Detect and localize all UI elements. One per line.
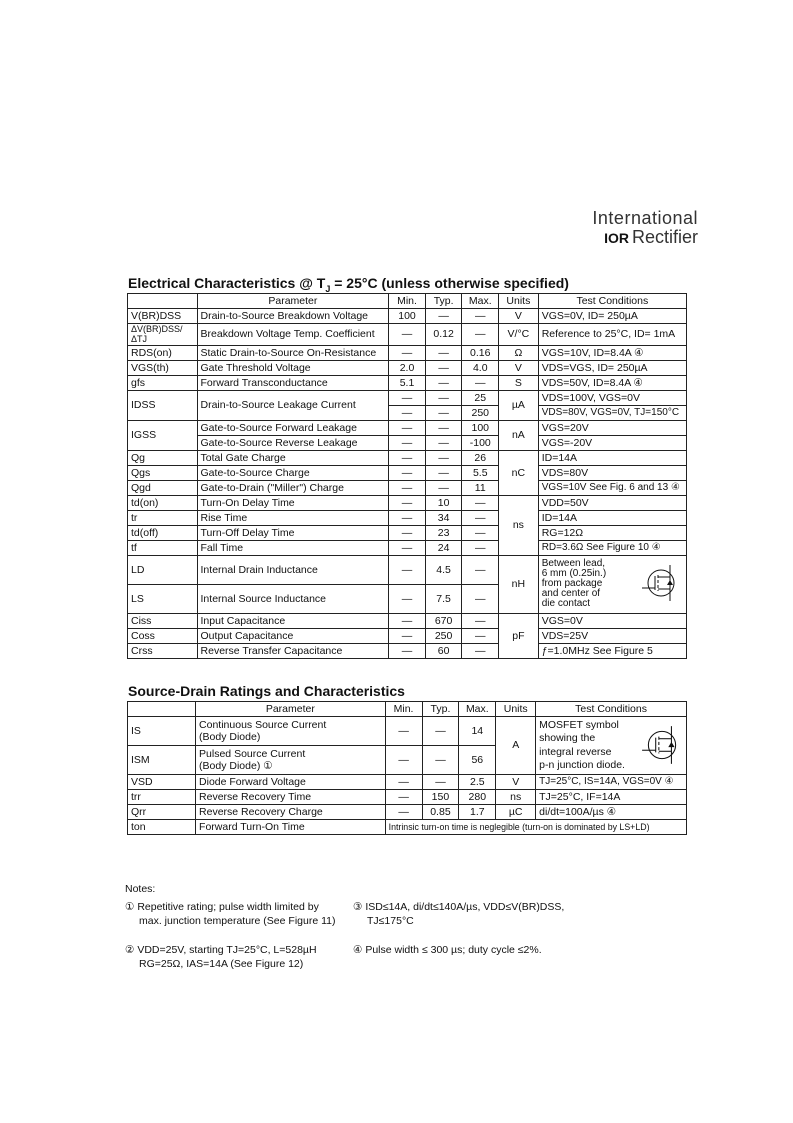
inductance-conditions: Between lead, 6 mm (0.25in.) from package and center of die contact: [538, 555, 686, 613]
table-row: Ciss Input Capacitance — 670 — pF VGS=0V: [128, 613, 687, 628]
table-row: ton Forward Turn-On Time Intrinsic turn-on time is neglegible (turn-on is dominated by LS+LD): [128, 820, 687, 835]
logo-line2: Rectifier: [631, 227, 698, 247]
table-row: tr Rise Time — 34 — ID=14A: [128, 510, 687, 525]
table-row: ΔV(BR)DSS/ΔTJ Breakdown Voltage Temp. Coefficient — 0.12 — V/°C Reference to 25°C, ID= 1mA: [128, 324, 687, 346]
table-row: IDSS Drain-to-Source Leakage Current — — 25 µA VDS=100V, VGS=0V: [128, 390, 687, 405]
table-row: LD Internal Drain Inductance — 4.5 — nH Between lead, 6 mm (0.25in.) from package and center of die contact: [128, 555, 687, 584]
table-row: gfs Forward Transconductance 5.1 — — S VDS=50V, ID=8.4A ④: [128, 375, 687, 390]
table-row: td(on) Turn-On Delay Time — 10 — ns VDD=50V: [128, 495, 687, 510]
table-header: Parameter Min. Typ. Max. Units Test Conditions: [128, 294, 687, 309]
note-1: ① Repetitive rating; pulse width limited by max. junction temperature (See Figure 11): [125, 901, 336, 928]
logo-line1: International: [592, 208, 698, 228]
table-row: Gate-to-Source Reverse Leakage — — -100 VGS=-20V: [128, 435, 687, 450]
table-header: Parameter Min. Typ. Max. Units Test Conditions: [128, 702, 687, 717]
mosfet-symbol-icon: [640, 723, 684, 767]
table-row: IS Continuous Source Current (Body Diode) — — 14 A MOSFET symbol showing the integral reverse p-n junction diode.: [128, 717, 687, 746]
table-row: VGS(th) Gate Threshold Voltage 2.0 — 4.0 V VDS=VGS, ID= 250µA: [128, 360, 687, 375]
table-row: tf Fall Time — 24 — RD=3.6Ω See Figure 10 ④: [128, 540, 687, 555]
table-row: ISM Pulsed Source Current (Body Diode) ① — — 56: [128, 746, 687, 775]
logo-mark: IOR: [604, 230, 629, 246]
source-drain-table: [127, 701, 687, 835]
electrical-characteristics-title: Electrical Characteristics @ $T_J = 25^\circ C$ (unless otherwise specified): [128, 275, 569, 294]
electrical-characteristics-table: [127, 293, 687, 659]
company-logo: [592, 208, 698, 248]
source-drain-title: Source-Drain Ratings and Characteristics: [128, 683, 405, 699]
table-row: LS Internal Source Inductance — 7.5 —: [128, 584, 687, 613]
note-4: ④ Pulse width ≤ 300 µs; duty cycle ≤2%.: [353, 944, 542, 956]
mosfet-symbol-icon: [640, 562, 682, 604]
body-diode-conditions: MOSFET symbol showing the integral reverse p-n junction diode.: [536, 717, 687, 775]
table-row: Crss Reverse Transfer Capacitance — 60 — ƒ=1.0MHz See Figure 5: [128, 643, 687, 658]
table-row: Qgd Gate-to-Drain ("Miller") Charge — — 11 VGS=10V See Fig. 6 and 13 ④: [128, 480, 687, 495]
table-row: trr Reverse Recovery Time — 150 280 ns TJ=25°C, IF=14A: [128, 790, 687, 805]
note-3: ③ ISD≤14A, di/dt≤140A/µs, VDD≤V(BR)DSS, TJ≤175°C: [353, 901, 565, 928]
table-row: RDS(on) Static Drain-to-Source On-Resistance — — 0.16 Ω VGS=10V, ID=8.4A ④: [128, 345, 687, 360]
table-row: Qg Total Gate Charge — — 26 nC ID=14A: [128, 450, 687, 465]
notes-heading: Notes:: [125, 883, 156, 895]
table-row: td(off) Turn-Off Delay Time — 23 — RG=12Ω: [128, 525, 687, 540]
note-2: ② VDD=25V, starting TJ=25°C, L=528µH RG=25Ω, IAS=14A (See Figure 12): [125, 944, 317, 971]
table-row: Qrr Reverse Recovery Charge — 0.85 1.7 µC di/dt=100A/µs ④: [128, 805, 687, 820]
table-row: — — 250 VDS=80V, VGS=0V, TJ=150°C: [128, 405, 687, 420]
table-row: IGSS Gate-to-Source Forward Leakage — — 100 nA VGS=20V: [128, 420, 687, 435]
table-row: V(BR)DSS Drain-to-Source Breakdown Voltage 100 — — V VGS=0V, ID= 250µA: [128, 309, 687, 324]
table-row: Coss Output Capacitance — 250 — VDS=25V: [128, 628, 687, 643]
table-row: Qgs Gate-to-Source Charge — — 5.5 VDS=80V: [128, 465, 687, 480]
table-row: VSD Diode Forward Voltage — — 2.5 V TJ=25°C, IS=14A, VGS=0V ④: [128, 775, 687, 790]
